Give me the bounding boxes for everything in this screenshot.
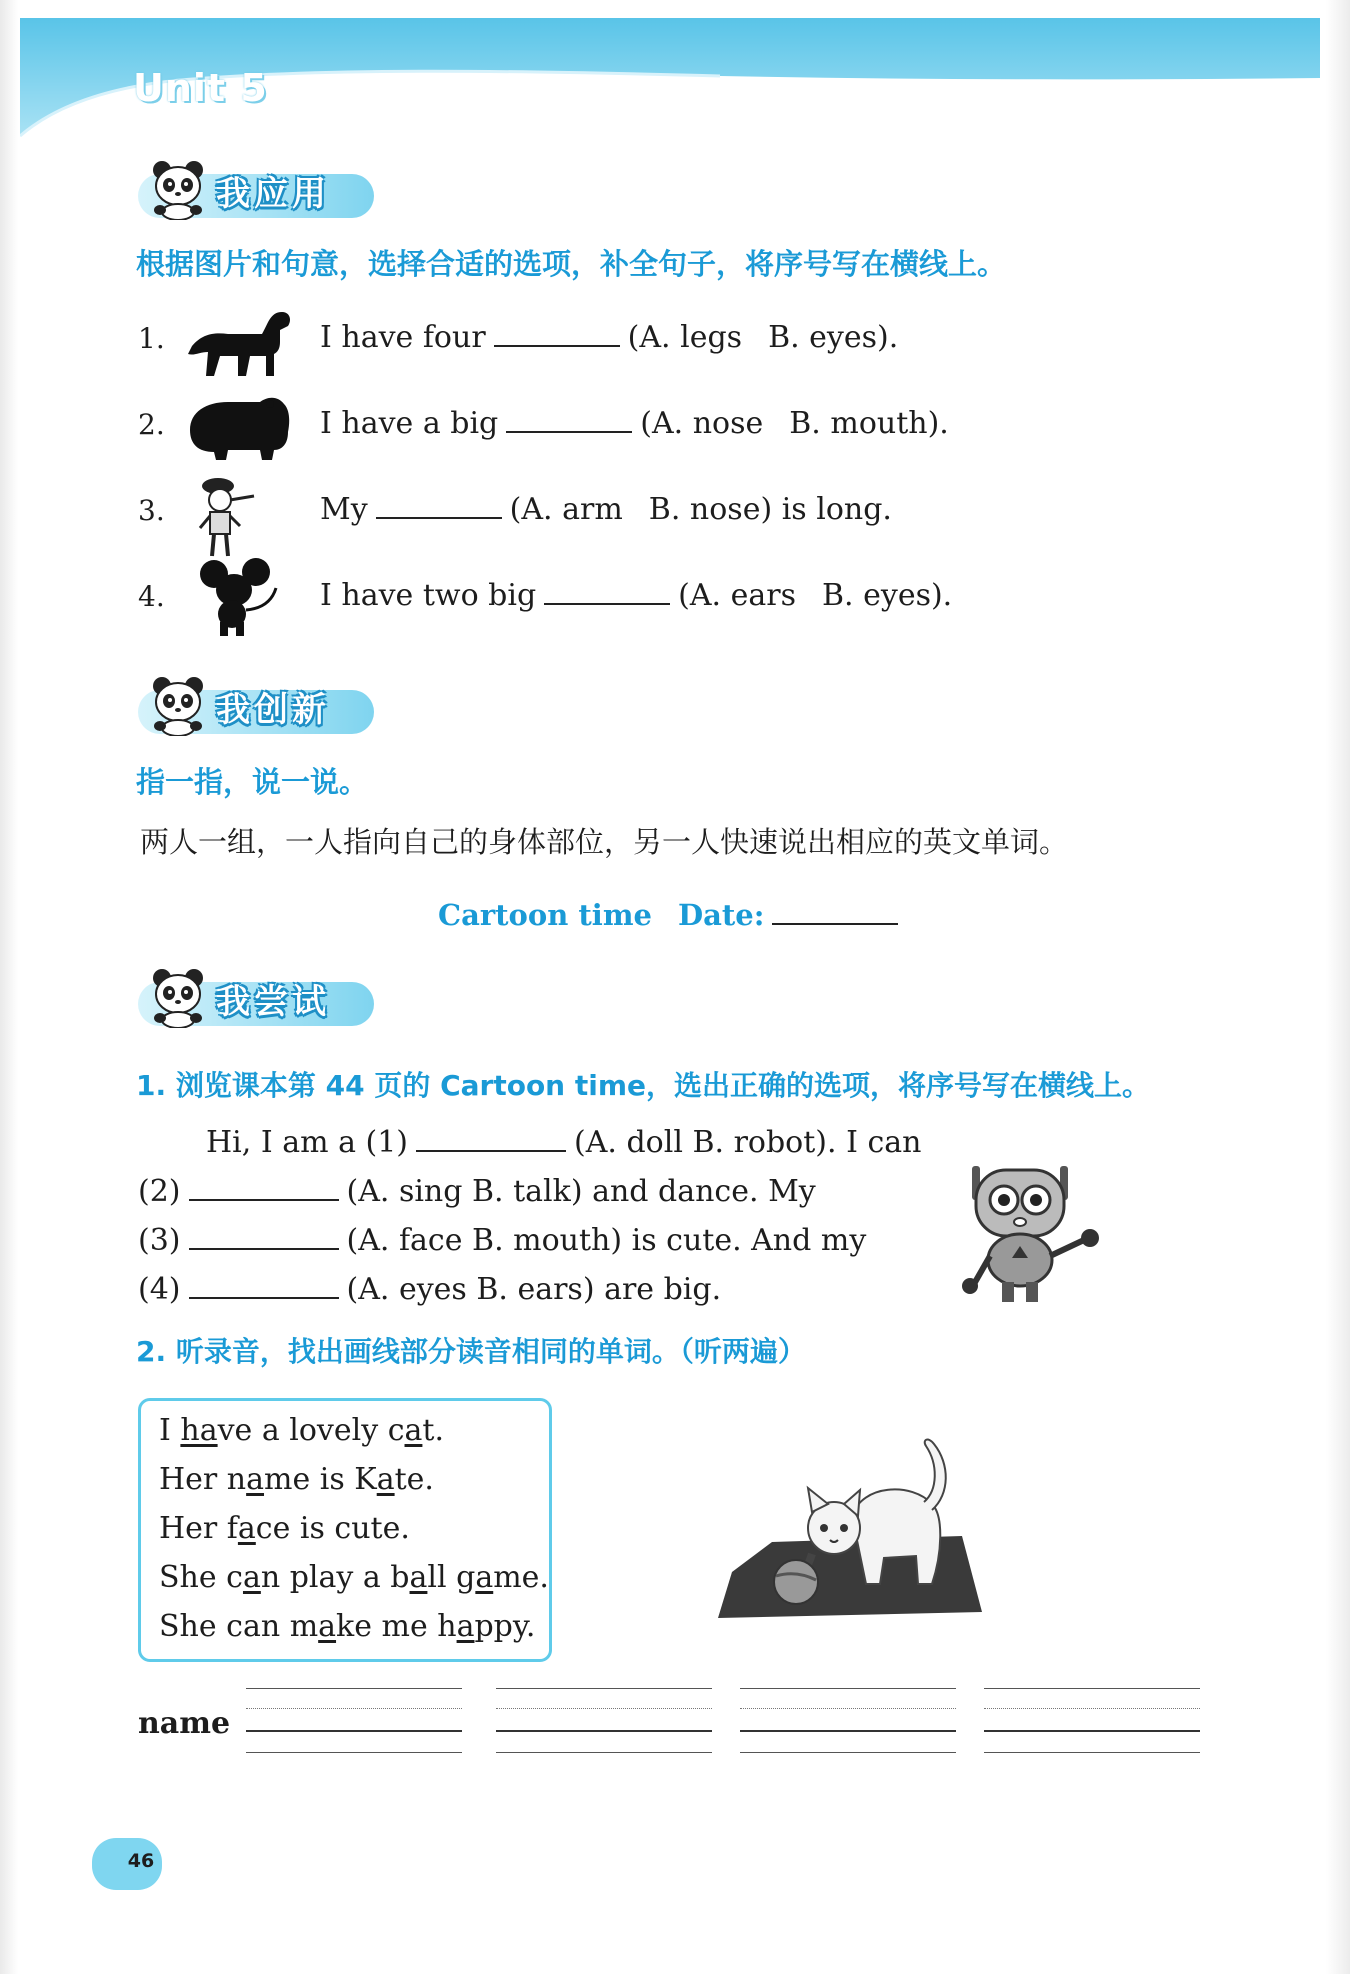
underlined-letters: ha [180,1413,218,1448]
reading-line-1: I have a lovely cat. [159,1413,444,1448]
cartoon-time-heading [438,898,906,932]
panda-icon [144,674,212,736]
reading-box [138,1398,552,1662]
question-row-4 [138,564,1038,634]
answer-lines[interactable] [984,1682,1200,1762]
question-row-3 [138,478,1038,548]
question-number: 1. [138,322,165,355]
section-badge-apply [136,150,376,224]
panda-icon [144,966,212,1028]
passage-text: and dance. My [592,1174,816,1209]
sentence-start: I have a big [320,406,499,441]
instruction-create: 指一指，说一说。 [136,765,369,799]
blank-number: (4) [138,1272,181,1307]
reading-line-5: She can make me happy. [159,1609,536,1644]
answer-lines[interactable] [246,1682,462,1762]
passage-text: I can [846,1125,922,1160]
blank-number: (3) [138,1223,181,1258]
passage-line-1 [206,1118,921,1167]
options: (A. eyes B. ears) [346,1272,595,1307]
option-a: (A. legs [627,320,743,355]
question-number: 3. [138,494,165,527]
question-sentence [320,492,892,527]
underlined-letters: a [475,1560,494,1595]
underlined-letters: a [237,1511,256,1546]
answer-blank[interactable] [189,1296,339,1299]
dog-silhouette-image [184,306,294,378]
underlined-letters: a [456,1609,475,1644]
reading-line-3: Her face is cute. [159,1511,410,1546]
reading-line-4: She can play a ball game. [159,1560,549,1595]
options: (A. sing B. talk) [346,1174,583,1209]
section-badge-try [136,958,376,1032]
answer-lines[interactable] [496,1682,712,1762]
option-a: (A. nose [640,406,764,441]
cartoon-title: Cartoon time [438,898,652,932]
underlined-letters: a [242,1560,261,1595]
passage-text: is cute. And my [631,1223,867,1258]
section-badge-create [136,666,376,740]
blank-number: (2) [138,1174,181,1209]
instruction-apply: 根据图片和句意，选择合适的选项，补全句子，将序号写在横线上。 [136,247,1007,281]
passage-line-3 [138,1216,866,1265]
underlined-letters: a [318,1609,337,1644]
option-a: (A. arm [509,492,623,527]
hippo-silhouette-image [184,392,294,464]
answer-blank[interactable] [506,430,632,433]
passage-line-2 [138,1167,816,1216]
sentence-start: My [320,492,368,527]
badge-title: 我应用 [216,174,330,214]
option-a: (A. ears [678,578,796,613]
answer-blank[interactable] [416,1149,566,1152]
name-label: name [138,1706,231,1741]
instruction-try-2: 2. 听录音，找出画线部分读音相同的单词。（听两遍） [136,1335,806,1368]
panda-icon [144,158,212,220]
unit-title: Unit 5 [133,66,268,110]
robot-illustration [956,1160,1106,1308]
options: (A. face B. mouth) [346,1223,623,1258]
underlined-letters: a [246,1462,265,1497]
instruction-try-1: 1. 浏览课本第 44 页的 Cartoon time，选出正确的选项，将序号写在横线上。 [136,1069,1151,1102]
answer-blank[interactable] [376,516,502,519]
passage-text: are big. [604,1272,722,1307]
badge-title: 我创新 [216,690,330,730]
cat-illustration [712,1424,988,1624]
question-sentence [320,320,898,355]
pinocchio-image [184,470,294,560]
answer-blank[interactable] [544,602,670,605]
options: (A. doll B. robot). [574,1125,837,1160]
underlined-letters: a [404,1413,423,1448]
answer-blank[interactable] [494,344,620,347]
option-b: B. nose) [648,492,773,527]
create-body-text: 两人一组，一人指向自己的身体部位，另一人快速说出相应的英文单词。 [140,825,1069,859]
question-sentence [320,406,949,441]
blank-number: Hi, I am a (1) [206,1125,409,1160]
option-b: B. mouth). [789,406,949,441]
sentence-start: I have two big [320,578,537,613]
underlined-letters: a [376,1462,395,1497]
sentence-end: is long. [781,492,892,527]
question-row-1 [138,306,1038,376]
question-sentence [320,578,952,613]
passage-line-4 [138,1265,721,1314]
option-b: B. eyes). [822,578,953,613]
option-b: B. eyes). [768,320,899,355]
answer-blank[interactable] [189,1247,339,1250]
underlined-letters: a [409,1560,428,1595]
mouse-silhouette-image [184,558,294,638]
reading-line-2: Her name is Kate. [159,1462,434,1497]
date-blank[interactable] [772,922,898,925]
question-row-2 [138,392,1038,462]
question-number: 2. [138,408,165,441]
question-number: 4. [138,580,165,613]
answer-lines[interactable] [740,1682,956,1762]
answer-blank[interactable] [189,1198,339,1201]
page-number: 46 [127,1850,155,1872]
badge-title: 我尝试 [216,982,330,1022]
date-label: Date: [677,898,765,932]
sentence-start: I have four [320,320,486,355]
